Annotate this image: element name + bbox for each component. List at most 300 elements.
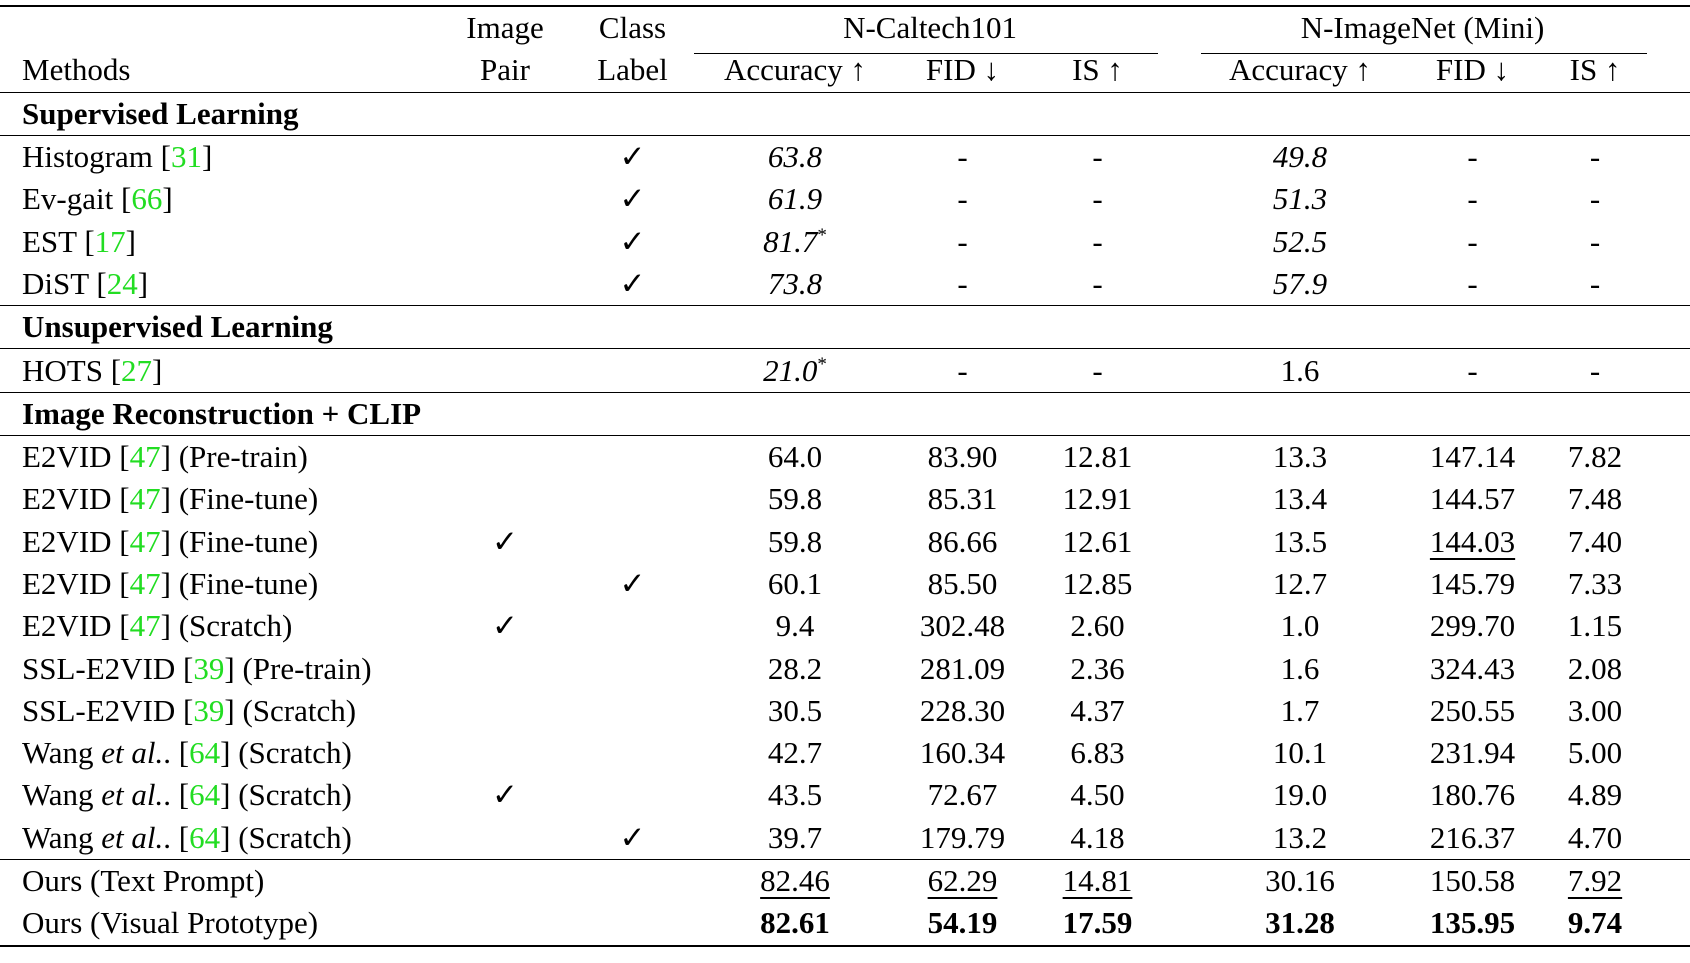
checkmark-icon: ✓: [492, 523, 518, 559]
section-title: Image Reconstruction + CLIP: [0, 392, 1690, 435]
value: 144.57: [1429, 481, 1516, 517]
spacer-cell: [1650, 605, 1690, 647]
image-pair-cell: [450, 605, 560, 647]
value-cell: [1040, 521, 1155, 563]
section-header-row: [0, 392, 1690, 435]
citation-link[interactable]: 47: [129, 608, 161, 644]
value: 10.1: [1272, 735, 1328, 771]
value-cell: [1040, 647, 1155, 689]
metric-header: Accuracy ↑: [724, 52, 866, 88]
table-row: [0, 178, 1690, 220]
method-label: DiST: [22, 265, 89, 301]
value-cell: [1195, 263, 1405, 306]
metric-header: IS ↑: [1072, 52, 1123, 88]
value: 9.4: [775, 608, 815, 644]
value-cell: [1405, 521, 1540, 563]
citation-link[interactable]: 31: [170, 139, 202, 175]
section-title: Unsupervised Learning: [0, 306, 1690, 349]
value: 12.91: [1062, 481, 1133, 517]
citation-link[interactable]: 64: [189, 819, 221, 855]
method-name: HOTS [27]: [0, 349, 450, 392]
value-cell: [1195, 478, 1405, 520]
value-cell: [1040, 263, 1155, 306]
method-name: Ours (Visual Prototype): [0, 902, 450, 945]
metric-header: Accuracy ↑: [1229, 52, 1372, 88]
table-row: [0, 732, 1690, 774]
class-label-cell: [560, 902, 705, 945]
value: 43.5: [767, 777, 823, 813]
value-cell: [1540, 817, 1650, 860]
method-variant: (Scratch): [242, 692, 357, 728]
checkmark-icon: ✓: [619, 265, 646, 301]
value-cell: [1540, 902, 1650, 945]
citation-link[interactable]: 47: [129, 439, 161, 475]
value-cell: [1405, 859, 1540, 902]
table-row: [0, 435, 1690, 478]
image-pair-cell: [450, 178, 560, 220]
value-cell: [1040, 349, 1155, 392]
value-cell: [1195, 774, 1405, 816]
value: 63.8: [767, 139, 823, 175]
value: 83.90: [927, 439, 998, 475]
value: 4.37: [1070, 692, 1125, 728]
value: 17.59: [1062, 905, 1133, 941]
value-cell: [1195, 435, 1405, 478]
value-cell: [885, 859, 1040, 902]
class-label-cell: [560, 563, 705, 605]
value-cell: [1540, 859, 1650, 902]
value-cell: [705, 774, 885, 816]
value-cell: [885, 690, 1040, 732]
value-cell: [885, 521, 1040, 563]
value-cell: [1540, 690, 1650, 732]
spacer-cell: [1650, 178, 1690, 220]
section-title: Supervised Learning: [0, 92, 1690, 135]
value: 216.37: [1429, 819, 1516, 855]
class-label-cell: [560, 135, 705, 178]
citation-link[interactable]: 66: [131, 181, 163, 217]
value: 160.34: [919, 735, 1006, 771]
value: 4.70: [1567, 819, 1623, 855]
method-label: E2VID: [22, 566, 112, 601]
value-cell: [705, 647, 885, 689]
value-cell: [885, 135, 1040, 178]
value-cell: [1405, 435, 1540, 478]
value: -: [1589, 352, 1601, 388]
class-label-cell: [560, 690, 705, 732]
value-cell: [1040, 774, 1155, 816]
table-row: [0, 135, 1690, 178]
value: 82.61: [760, 905, 830, 941]
methods-header: Methods: [22, 52, 131, 88]
value-cell: [885, 263, 1040, 306]
value: -: [1092, 181, 1103, 217]
method-label: E2VID: [22, 523, 112, 559]
value: 19.0: [1272, 777, 1328, 813]
cmidrule-n-imagenet: [1201, 53, 1647, 54]
checkmark-icon: ✓: [492, 777, 518, 813]
citation-link[interactable]: 47: [129, 481, 161, 517]
value-cell: [1040, 859, 1155, 902]
value: 12.61: [1062, 523, 1133, 559]
table-row-ours: [0, 902, 1690, 945]
value: 12.81: [1062, 439, 1133, 475]
method-name: E2VID [47] (Scratch): [22, 608, 293, 644]
value: 7.33: [1567, 566, 1623, 601]
method-variant: (Scratch): [238, 777, 352, 813]
value: 14.81: [1062, 863, 1133, 899]
value-cell: [1540, 647, 1650, 689]
footnote-marker: *: [817, 353, 827, 375]
comparison-table: [0, 5, 1690, 947]
value-cell: [885, 220, 1040, 262]
value: 12.85: [1062, 566, 1133, 601]
value: 3.00: [1567, 692, 1623, 728]
method-variant: (Fine-tune): [178, 566, 319, 601]
spacer-cell: [1155, 647, 1195, 689]
citation-link[interactable]: 17: [94, 223, 126, 259]
value: 49.8: [1272, 139, 1328, 175]
image-pair-cell: [450, 220, 560, 262]
method-variant: (Scratch): [238, 819, 352, 855]
citation-link[interactable]: 27: [121, 352, 153, 388]
image-pair-cell: [450, 521, 560, 563]
checkmark-icon: ✓: [619, 566, 646, 601]
value-cell: [885, 563, 1040, 605]
image-pair-cell: [450, 263, 560, 306]
value: 145.79: [1429, 566, 1516, 601]
method-label: SSL-E2VID: [22, 692, 176, 728]
value: 4.89: [1567, 777, 1623, 813]
value-cell: [1540, 178, 1650, 220]
metric-header: FID ↓: [1435, 52, 1510, 88]
method-name: E2VID [47] (Pre-train): [0, 435, 450, 478]
value: -: [957, 181, 968, 217]
table-row: [0, 605, 1690, 647]
spacer-cell: [1155, 135, 1195, 178]
method-label: E2VID: [22, 481, 112, 517]
spacer-cell: [1155, 349, 1195, 392]
spacer-cell: [1155, 521, 1195, 563]
value: 86.66: [927, 523, 998, 559]
spacer-cell: [1650, 435, 1690, 478]
image-pair-header-1: Image: [450, 6, 560, 49]
spacer-cell: [1155, 732, 1195, 774]
method-label: SSL-E2VID: [22, 650, 176, 686]
value: 30.16: [1265, 863, 1335, 899]
value-cell: [705, 690, 885, 732]
table-row: [0, 521, 1690, 563]
class-label-cell: [560, 605, 705, 647]
method-label: E2VID: [22, 608, 112, 644]
value-cell: [705, 178, 885, 220]
value-cell: [1040, 435, 1155, 478]
value: 51.3: [1272, 181, 1328, 217]
spacer-cell: [1650, 732, 1690, 774]
value-cell: [1540, 605, 1650, 647]
et-al: et al.: [101, 819, 164, 855]
value-cell: [1040, 478, 1155, 520]
image-pair-cell: [450, 647, 560, 689]
class-label-cell: [560, 263, 705, 306]
et-al: et al.: [101, 735, 164, 771]
value: 1.15: [1567, 608, 1623, 644]
spacer-cell: [1650, 521, 1690, 563]
citation-link[interactable]: 39: [193, 650, 225, 686]
method-name: DiST [24]: [22, 265, 149, 301]
value: -: [1589, 223, 1601, 259]
value: 250.55: [1429, 692, 1516, 728]
class-label-cell: [560, 817, 705, 860]
value: 21.0: [763, 352, 818, 388]
method-label: Wang: [22, 777, 94, 813]
value: 31.28: [1265, 905, 1335, 941]
method-label: EST: [22, 223, 77, 259]
value: 4.18: [1070, 819, 1125, 855]
value: 59.8: [767, 523, 823, 559]
value: 13.5: [1272, 523, 1328, 559]
value: 72.67: [927, 777, 998, 813]
spacer-cell: [1650, 135, 1690, 178]
method-name: Histogram [31]: [0, 135, 450, 178]
value: 85.31: [927, 481, 998, 517]
value-cell: [705, 263, 885, 306]
value-cell: [1040, 563, 1155, 605]
method-variant: (Scratch): [178, 608, 293, 644]
value: 7.82: [1567, 439, 1623, 475]
value: 12.7: [1272, 566, 1328, 601]
spacer-cell: [1155, 859, 1195, 902]
spacer-cell: [1650, 263, 1690, 306]
method-label: Histogram: [22, 139, 153, 175]
value: 54.19: [927, 905, 998, 941]
value: -: [1467, 181, 1478, 217]
spacer-cell: [1650, 774, 1690, 816]
image-pair-cell: [450, 859, 560, 902]
value-cell: [885, 647, 1040, 689]
class-label-cell: [560, 859, 705, 902]
spacer-cell: [1650, 478, 1690, 520]
citation-link[interactable]: 39: [193, 692, 225, 728]
value: 231.94: [1429, 735, 1516, 771]
checkmark-icon: ✓: [619, 181, 646, 217]
value: -: [957, 265, 968, 301]
table-row: [0, 774, 1690, 816]
value: -: [1589, 265, 1601, 301]
value: 13.4: [1272, 481, 1328, 517]
citation-link[interactable]: 47: [129, 566, 161, 601]
value: 180.76: [1429, 777, 1516, 813]
value: 13.3: [1272, 439, 1328, 475]
value-cell: [1195, 817, 1405, 860]
value: 85.50: [927, 566, 998, 601]
checkmark-icon: ✓: [619, 139, 646, 175]
value: 82.46: [760, 863, 830, 899]
value-cell: [1405, 478, 1540, 520]
value: 324.43: [1429, 650, 1516, 686]
value: 144.03: [1429, 523, 1516, 559]
metric-header: IS ↑: [1569, 52, 1621, 88]
value: 1.6: [1280, 650, 1320, 686]
value: 299.70: [1429, 608, 1516, 644]
value-cell: [705, 349, 885, 392]
value: -: [1092, 352, 1103, 388]
method-variant: (Scratch): [238, 735, 352, 771]
method-variant: (Pre-train): [178, 439, 308, 475]
value: 60.1: [767, 566, 823, 601]
table-row: [0, 349, 1690, 392]
cmidrule-n-caltech101: [694, 53, 1158, 54]
value: 135.95: [1429, 905, 1516, 941]
citation-link[interactable]: 64: [189, 777, 221, 813]
image-pair-cell: [450, 690, 560, 732]
value-cell: [1540, 135, 1650, 178]
value-cell: [1040, 732, 1155, 774]
image-pair-cell: [450, 135, 560, 178]
value-cell: [1195, 902, 1405, 945]
image-pair-cell: [450, 435, 560, 478]
method-name: EST [17]: [22, 223, 136, 259]
checkmark-icon: ✓: [619, 819, 646, 855]
value-cell: [705, 478, 885, 520]
value-cell: [1195, 349, 1405, 392]
value-cell: [1405, 605, 1540, 647]
value-cell: [1540, 521, 1650, 563]
value: 39.7: [767, 819, 823, 855]
method-name: SSL-E2VID [39] (Scratch): [22, 692, 357, 728]
value-cell: [1405, 135, 1540, 178]
header-row-1: [0, 6, 1690, 49]
value: 61.9: [767, 181, 823, 217]
value-cell: [705, 435, 885, 478]
method-label: Wang: [22, 735, 94, 771]
value-cell: [885, 435, 1040, 478]
value-cell: [1540, 732, 1650, 774]
method-variant: (Fine-tune): [178, 481, 319, 517]
value-cell: [1195, 859, 1405, 902]
value-cell: [1040, 902, 1155, 945]
value-cell: [705, 732, 885, 774]
value: -: [1092, 265, 1103, 301]
value: -: [1092, 139, 1103, 175]
class-label-cell: [560, 521, 705, 563]
class-label-header-2: Label: [597, 52, 668, 88]
value: 64.0: [767, 439, 823, 475]
value-cell: [885, 902, 1040, 945]
method-label: HOTS: [22, 352, 103, 388]
method-label: E2VID: [22, 439, 112, 475]
spacer-cell: [1155, 220, 1195, 262]
spacer-cell: [1650, 690, 1690, 732]
value: -: [1092, 223, 1103, 259]
class-label-cell: [560, 732, 705, 774]
citation-link[interactable]: 24: [106, 265, 138, 301]
value: 59.8: [767, 481, 823, 517]
value-cell: [885, 349, 1040, 392]
table-row: [0, 647, 1690, 689]
spacer-cell: [1650, 859, 1690, 902]
citation-link[interactable]: 47: [129, 523, 161, 559]
class-label-cell: [560, 647, 705, 689]
table-row: [0, 263, 1690, 306]
value-cell: [1040, 817, 1155, 860]
checkmark-icon: ✓: [619, 223, 646, 259]
value: -: [1467, 139, 1478, 175]
value: 228.30: [919, 692, 1006, 728]
table-row: [0, 478, 1690, 520]
value-cell: [1540, 220, 1650, 262]
et-al: et al.: [101, 777, 164, 813]
method-variant: (Pre-train): [242, 650, 372, 686]
spacer-cell: [1155, 478, 1195, 520]
image-pair-cell: [450, 478, 560, 520]
image-pair-cell: [450, 902, 560, 945]
value-cell: [1540, 263, 1650, 306]
class-label-cell: [560, 774, 705, 816]
value-cell: [1040, 690, 1155, 732]
value: 281.09: [919, 650, 1006, 686]
value: -: [957, 139, 968, 175]
value-cell: [705, 521, 885, 563]
value-cell: [705, 135, 885, 178]
checkmark-icon: ✓: [492, 608, 518, 644]
value-cell: [1540, 349, 1650, 392]
value: 28.2: [767, 650, 823, 686]
citation-link[interactable]: 64: [189, 735, 221, 771]
value-cell: [885, 817, 1040, 860]
spacer-cell: [1155, 774, 1195, 816]
value: 7.40: [1567, 523, 1623, 559]
dataset-header-n-caltech101: N-Caltech101: [705, 6, 1155, 49]
value: 42.7: [767, 735, 823, 771]
value-cell: [1040, 135, 1155, 178]
value: 2.08: [1567, 650, 1623, 686]
value: 9.74: [1567, 905, 1623, 941]
class-label-cell: [560, 478, 705, 520]
spacer-cell: [1650, 220, 1690, 262]
value-cell: [885, 605, 1040, 647]
footnote-marker: *: [817, 224, 827, 246]
header-row-2: [0, 49, 1690, 92]
value-cell: [1195, 220, 1405, 262]
method-variant: (Fine-tune): [178, 523, 319, 559]
value-cell: [705, 902, 885, 945]
value-cell: [1405, 263, 1540, 306]
method-label: Wang: [22, 819, 94, 855]
value-cell: [705, 563, 885, 605]
value: 13.2: [1272, 819, 1328, 855]
table-row: [0, 817, 1690, 860]
value-cell: [1040, 220, 1155, 262]
spacer-cell: [1155, 605, 1195, 647]
value-cell: [885, 732, 1040, 774]
value-cell: [1195, 521, 1405, 563]
table-row: [0, 220, 1690, 262]
value-cell: [1195, 605, 1405, 647]
spacer-cell: [1650, 563, 1690, 605]
value-cell: [1540, 435, 1650, 478]
class-label-cell: [560, 349, 705, 392]
spacer-cell: [1155, 178, 1195, 220]
spacer-cell: [1155, 263, 1195, 306]
metric-header: FID ↓: [925, 52, 1000, 88]
method-name: E2VID [47] (Fine-tune): [22, 481, 319, 517]
value: 302.48: [919, 608, 1006, 644]
spacer-cell: [1155, 690, 1195, 732]
image-pair-cell: [450, 774, 560, 816]
image-pair-cell: [450, 563, 560, 605]
value: 7.48: [1567, 481, 1623, 517]
